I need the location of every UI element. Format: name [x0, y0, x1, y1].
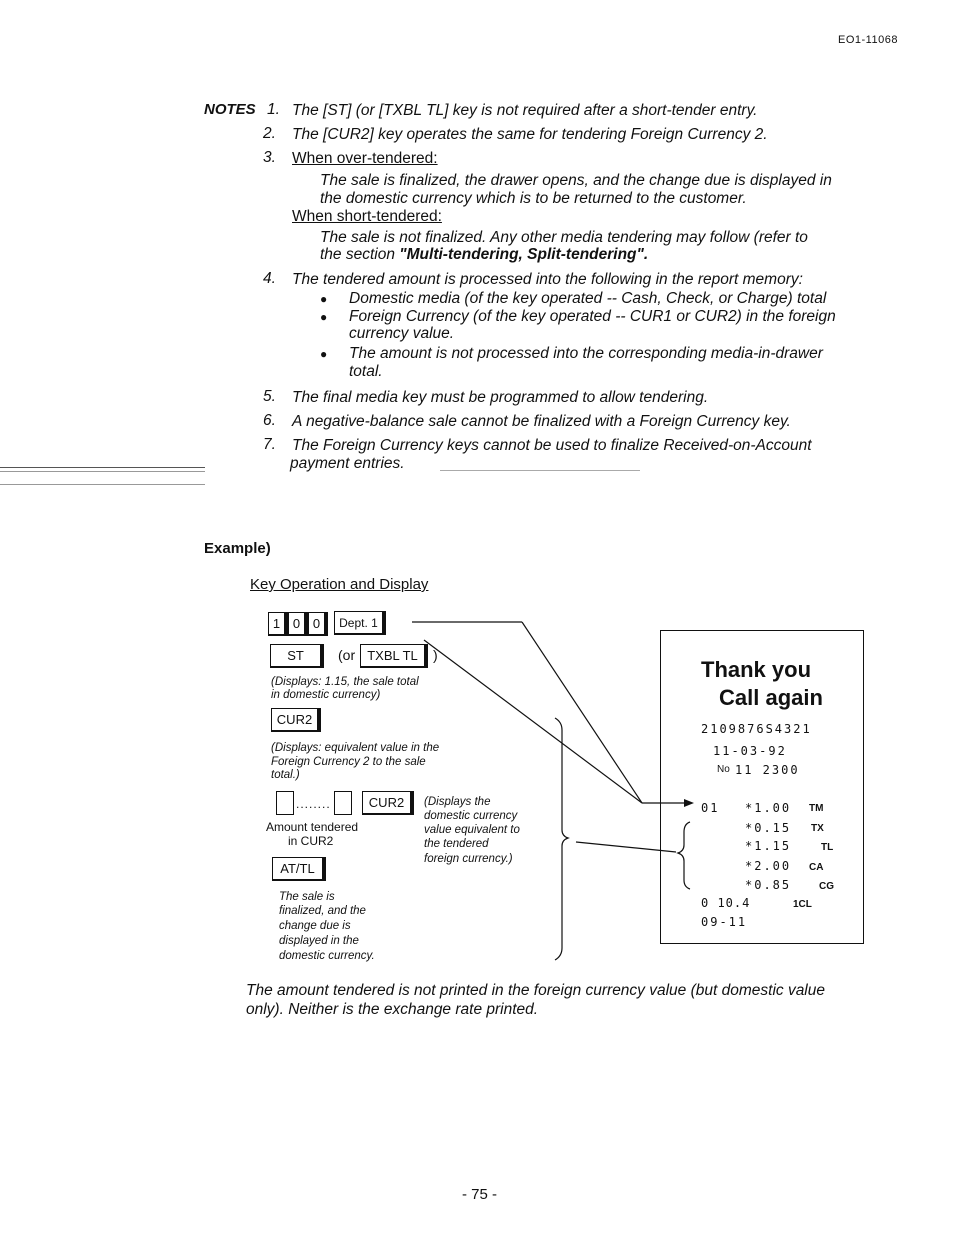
amount-tendered-label: in CUR2	[288, 834, 334, 848]
notes-title: NOTES	[204, 101, 256, 118]
note-number: 2.	[263, 125, 276, 142]
txbl-tl-key[interactable]: TXBL TL	[360, 644, 428, 668]
at-tl-key[interactable]: AT/TL	[272, 857, 326, 881]
amount-tendered-label: Amount tendered	[266, 820, 359, 834]
note-number: 4.	[263, 270, 276, 287]
receipt-consecutive-number: 0 10.4	[701, 896, 751, 910]
receipt-row-left: 01	[701, 801, 720, 815]
note-number: 3.	[263, 149, 276, 166]
bullet-icon: ●	[320, 292, 328, 306]
or-text: (or	[338, 647, 356, 663]
bullet-icon: ●	[320, 310, 328, 324]
receipt-row-amount: *1.15	[745, 839, 792, 853]
receipt-number: 11 2300	[735, 763, 800, 777]
receipt-time: 09-11	[701, 915, 748, 929]
receipt-no-prefix: No	[717, 764, 730, 775]
note-3-over-text: The sale is finalized, the drawer opens, and the change due is displayed in	[320, 172, 832, 189]
receipt-row-tag: TL	[821, 842, 834, 853]
receipt-row-tag: TX	[811, 823, 824, 834]
receipt-date: 11-03-92	[713, 744, 787, 758]
display-caption: foreign currency.)	[424, 853, 513, 865]
display-caption: total.)	[271, 769, 300, 781]
receipt-row-amount: *2.00	[745, 859, 792, 873]
final-caption: finalized, and the	[279, 905, 366, 917]
receipt-row-tag: CA	[809, 862, 824, 873]
amount-digit-key[interactable]	[334, 791, 352, 815]
note-number: 7.	[263, 436, 276, 453]
display-caption: in domestic currency)	[271, 689, 381, 701]
note-3-short-text-a: the section	[320, 246, 400, 263]
note-3-over-text: the domestic currency which is to be returned to the customer.	[320, 190, 747, 207]
receipt-row-tag: TM	[809, 803, 824, 814]
display-caption: (Displays the	[424, 796, 491, 808]
note-4-bullet: Domestic media (of the key operated -- Cash, Check, or Charge) total	[349, 290, 827, 307]
page-number: - 75 -	[462, 1186, 498, 1203]
numeric-key-0[interactable]: 0	[308, 612, 328, 636]
footer-note: The amount tendered is not printed in the foreign currency value (but domestic value only). Neither is the exchange rate printed.	[246, 982, 825, 1018]
note-2-text: The [CUR2] key operates the same for tendering Foreign Currency 2.	[292, 126, 768, 143]
note-4-bullet: currency value.	[349, 325, 455, 342]
numeric-key-1[interactable]: 1	[268, 612, 288, 636]
bullet-icon: ●	[320, 347, 328, 361]
note-6-text: A negative-balance sale cannot be finalized with a Foreign Currency key.	[292, 413, 791, 430]
note-4-bullet: total.	[349, 363, 383, 380]
note-7-text: payment entries.	[290, 455, 405, 472]
display-caption: (Displays: 1.15, the sale total	[271, 676, 419, 688]
display-caption: the tendered	[424, 838, 489, 850]
dots-text: ........	[296, 797, 331, 811]
note-4-bullet: Foreign Currency (of the key operated -- CUR1 or CUR2) in the foreign	[349, 308, 836, 325]
note-4-bullet: The amount is not processed into the corresponding media-in-drawer	[349, 345, 823, 362]
note-3-short-heading: When short-tendered:	[292, 208, 442, 225]
final-caption: The sale is	[279, 891, 335, 903]
note-3-over-heading: When over-tendered:	[292, 150, 438, 167]
example-label: Example)	[204, 540, 271, 557]
note-7-text: The Foreign Currency keys cannot be used to finalize Received-on-Account	[292, 437, 812, 454]
receipt-thank-you: Thank you	[701, 657, 812, 682]
receipt-row-amount: *0.15	[745, 821, 792, 835]
key-operation-label: Key Operation and Display	[250, 576, 429, 593]
cur2-key[interactable]: CUR2	[271, 708, 321, 732]
note-5-text: The final media key must be programmed to allow tendering.	[292, 389, 709, 406]
numeric-key-0[interactable]: 0	[288, 612, 308, 636]
note-number: 1.	[267, 101, 280, 118]
display-caption: (Displays: equivalent value in the	[271, 742, 440, 754]
display-caption: Foreign Currency 2 to the sale	[271, 756, 426, 768]
final-caption: displayed in the	[279, 935, 359, 947]
note-3-section-ref: "Multi-tendering, Split-tendering".	[399, 246, 649, 263]
receipt-row-amount: *0.85	[745, 878, 792, 892]
dept-1-key[interactable]: Dept. 1	[334, 611, 386, 635]
note-number: 5.	[263, 388, 276, 405]
final-caption: change due is	[279, 920, 351, 932]
receipt	[660, 630, 864, 944]
amount-digit-key[interactable]	[276, 791, 294, 815]
display-caption: domestic currency	[424, 810, 518, 822]
note-4-text: The tendered amount is processed into the following in the report memory:	[292, 271, 803, 288]
receipt-row-tag: CG	[819, 881, 834, 892]
receipt-row-amount: *1.00	[745, 801, 792, 815]
final-caption: domestic currency.	[279, 950, 375, 962]
close-paren-text: )	[433, 647, 438, 663]
note-1-text: The [ST] (or [TXBL TL] key is not required after a short-tender entry.	[292, 102, 758, 119]
note-number: 6.	[263, 412, 276, 429]
receipt-clerk: 1CL	[793, 899, 812, 910]
st-key[interactable]: ST	[270, 644, 324, 668]
note-3-short-text: The sale is not finalized. Any other media tendering may follow (refer to	[320, 229, 808, 246]
receipt-call-again: Call again	[719, 685, 823, 710]
document-id: EO1-11068	[838, 34, 898, 46]
cur2-key[interactable]: CUR2	[362, 791, 414, 815]
display-caption: value equivalent to	[424, 824, 520, 836]
receipt-serial: 2109876S4321	[701, 722, 812, 736]
